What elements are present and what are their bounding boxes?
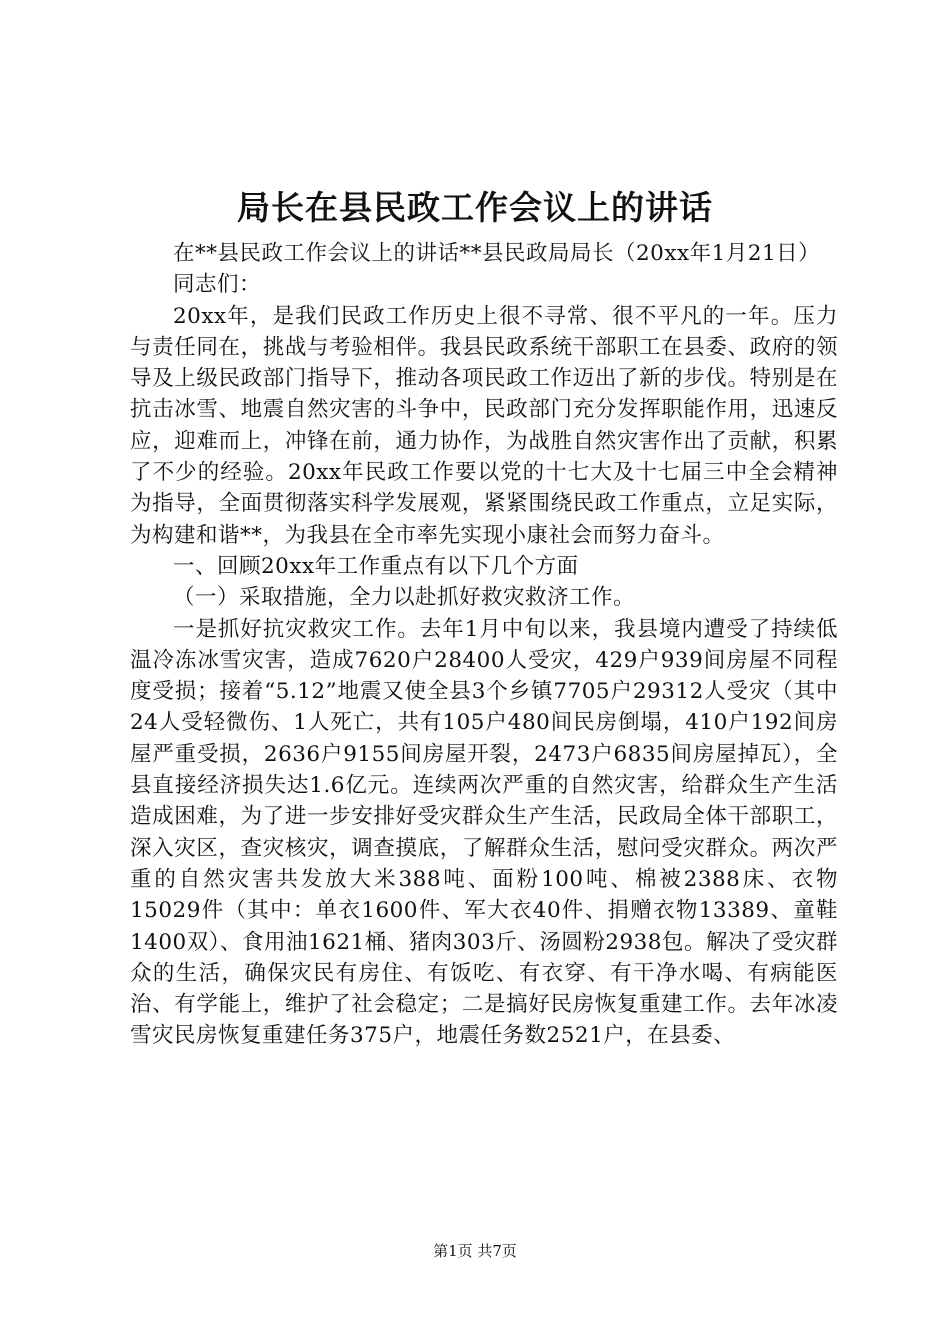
document-body — [130, 238, 838, 1052]
section-heading: 一、回顾20xx年工作重点有以下几个方面 — [173, 553, 579, 579]
subsection-heading: （一）采取措施，全力以赴抓好救灾救济工作。 — [173, 585, 636, 611]
intro-paragraph: 20xx年，是我们民政工作历史上很不寻常、很不平凡的一年。压力与责任同在，挑战与考验相伴。我县民政系统干部职工在县委、政府的领导及上级民政部门指导下，推动各项民政工作迈出了新的步伐。特别是在抗击冰雪、地震自然灾害的斗争中，民政部门充分发挥职能作用，迅速反应，迎难而上，冲锋在前，通力协作，为战胜自然灾害作出了贡献，积累了不少的经验。20xx年民政工作要以党的十七大及十七届三中全会精神为指导，全面贯彻落实科学发展观，紧紧围绕民政工作重点，立足实际，为构建和谐**，为我县在全市率先实现小康社会而努力奋斗。 — [130, 303, 838, 548]
page-number-footer: 第1页 共7页 — [433, 1242, 517, 1260]
relief-work-paragraph: 一是抓好抗灾救灾工作。去年1月中旬以来，我县境内遭受了持续低温冷冻冰雪灾害，造成7620户28400人受灾，429户939间房屋不同程度受损；接着“5.12”地震又使全县3个乡镇7705户29312人受灾（其中24人受轻微伤、1人死亡，共有105户480间民房倒塌，410户192间房屋严重受损，2636户9155间房屋开裂，2473户6835间房屋掉瓦），全县直接经济损失达1.6亿元。连续两次严重的自然灾害，给群众生产生活造成困难，为了进一步安排好受灾群众生产生活，民政局全体干部职工，深入灾区，查灾核灾，调查摸底，了解群众生活，慰问受灾群众。两次严重的自然灾害共发放大米388吨、面粉100吨、棉被2388床、衣物15029件（其中：单衣1600件、军大衣40件、捐赠衣物13389、童鞋1400双）、食用油1621桶、猪肉303斤、汤圆粉2938包。解决了受灾群众的生活，确保灾民有房住、有饭吃、有衣穿、有干净水喝、有病能医治、有学能上，维护了社会稳定；二是搞好民房恢复重建工作。去年冰凌雪灾民房恢复重建任务375户，地震任务数2521户，在县委、 — [130, 616, 838, 1049]
document-title: 局长在县民政工作会议上的讲话 — [237, 188, 713, 227]
speech-heading-paragraph: 在**县民政工作会议上的讲话**县民政局局长（20xx年1月21日） — [173, 241, 821, 266]
salutation-paragraph: 同志们： — [173, 272, 262, 298]
